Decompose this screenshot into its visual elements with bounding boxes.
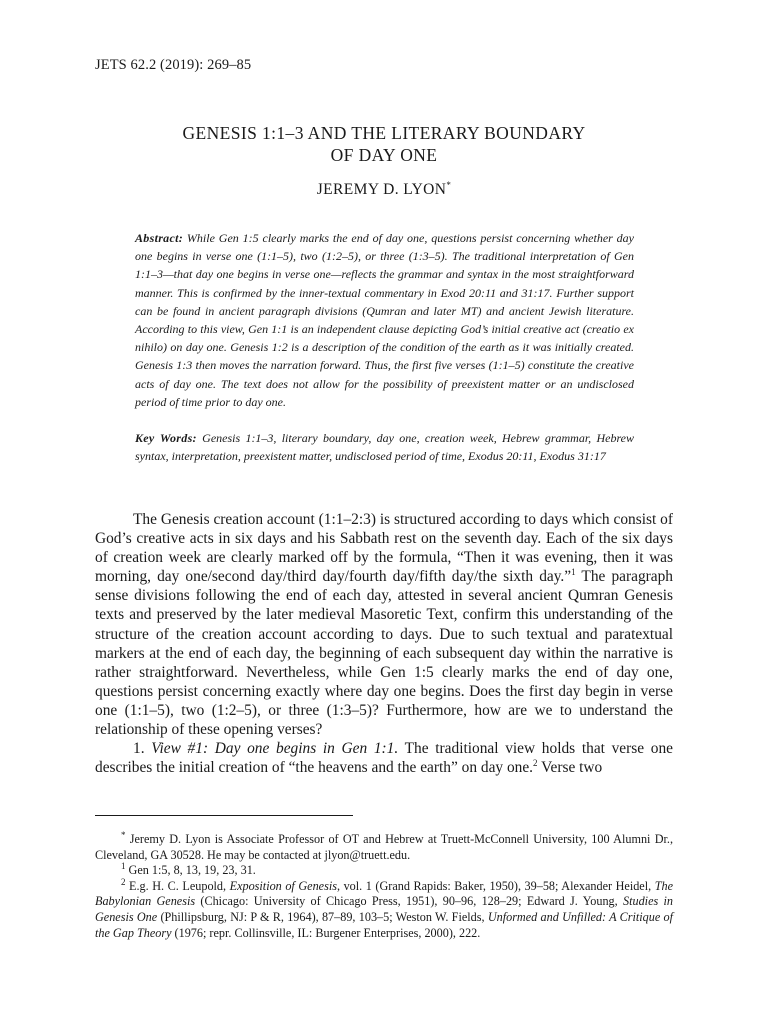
footnote-ref-1: 1 [571,567,576,578]
author-text: JEREMY D. LYON [316,181,447,199]
body-p2-number: 1. [133,740,152,758]
footnote-1 [95,863,673,879]
footnote-2-text-c: , vol. 1 (Grand Rapids: Baker, 1950), 39–58; Alexander Heidel, [336,878,655,893]
footnote-1-text: Gen 1:5, 8, 13, 19, 23, 31. [125,863,256,878]
footnote-author-text: Jeremy D. Lyon is Associate Professor of OT and Hebrew at Truett-McConnell University, 100 Alumni Dr., Cleveland, GA 30528. He may be contacted at jlyon@truett.edu. [95,832,673,862]
footnote-2-title-fields: Unformed and Unfilled: A Critique of the Gap Theory [95,909,674,940]
keywords-label: Key Words: [135,431,197,445]
title-line-2: OF DAY ONE [330,145,438,165]
keywords-block [135,430,634,466]
abstract-block [135,229,634,411]
footnote-2 [95,876,674,941]
footnote-2-mark: 2 [121,876,126,887]
journal-reference: JETS 62.2 (2019): 269–85 [95,57,252,73]
footnote-author-mark: * [121,829,126,840]
abstract-label: Abstract: [135,231,184,245]
footnote-2-text-e: (Chicago: University of Chicago Press, 1951), 90–96, 128–29; Edward J. Young, [195,894,624,909]
footnote-author [95,829,673,863]
keywords-text: Genesis 1:1–3, literary boundary, day one, creation week, Hebrew grammar, Hebrew syntax, interpretation, preexistent matter, undisclosed period of time, Exodus 20:11, Exodus 31:17 [135,431,635,463]
body-paragraph-2 [95,739,673,777]
footnote-1-mark: 1 [121,861,126,872]
footnote-2-text-a: E.g. H. C. Leupold, [125,878,230,893]
author-footnote-mark: * [446,180,452,190]
footnote-2-title-heidel: The Babylonian Genesis [95,878,673,909]
body-p2-text-a: The traditional view holds that verse one describes the initial creation of “the heavens and the earth” on day one. [95,740,673,777]
footnotes [95,829,674,941]
article-title [95,122,673,166]
body-p1-text-a: The Genesis creation account (1:1–2:3) is structured according to days which consist of God’s creative acts in six days and his Sabbath rest on the seventh day. Each of the six days of creation week are clearly marked off by the formula, “Then it was evening, then it was morning, day one/second day/third day/fourth day/fifth day/the sixth day.” [95,511,673,586]
body-p2-text-b: Verse two [537,759,603,777]
footnote-2-text-i: (1976; repr. Collinsville, IL: Burgener Enterprises, 2000), 222. [171,925,481,940]
body-paragraph-1 [95,510,673,739]
abstract-text: While Gen 1:5 clearly marks the end of day one, questions persist concerning whether day one begins in verse one (1:1–5), two (1:2–5), or three (1:3–5). The traditional interpretation of Gen 1:1–3—that day one begins in verse one—reflects the grammar and syntax in the most straightforward manner. This is confirmed by the inner-textual commentary in Exod 20:11 and 31:17. Further support can be found in ancient paragraph divisions (Qumran and later MT) and ancient Jewish literature. According to this view, Gen 1:1 is an independent clause depicting God’s initial creative act (creatio ex nihilo) on day one. Genesis 1:2 is a description of the condition of the earth as it was initially created. Genesis 1:3 then moves the narration forward. Thus, the first five verses (1:1–5) constitute the creative acts of day one. The text does not allow for the possibility of preexistent matter or an undisclosed period of time prior to day one. [135,231,635,409]
footnote-2-title-young: Studies in Genesis One [95,894,674,924]
body-p2-view-heading: View #1: Day one begins in Gen 1:1. [151,740,399,758]
body-p1-text-b: The paragraph sense divisions following the end of each day, attested in several ancient Qumran Genesis texts and preserved by the later medieval Masoretic Text, confirm this understanding of the structure of the creation account according to days. Due to such textual and paratextual markers at the end of each day, the beginning of each subsequent day within the narrative is rather straightforward. Nevertheless, while Gen 1:5 clearly marks the end of day one, questions persist concerning exactly where day one begins. Does the first day begin in verse one (1:1–5), two (1:2–5), or three (1:3–5)? Furthermore, how are we to understand the relationship of these opening verses? [95,568,673,739]
footnote-ref-2: 2 [533,758,538,769]
footnote-divider [95,815,353,816]
author-name [95,180,673,199]
title-line-1: GENESIS 1:1–3 AND THE LITERARY BOUNDARY [182,123,586,143]
footnote-2-title-leupold: Exposition of Genesis [229,878,337,893]
footnote-2-text-g: (Phillipsburg, NJ: P & R, 1964), 87–89, 103–5; Weston W. Fields, [157,909,488,924]
body-text [95,510,673,777]
